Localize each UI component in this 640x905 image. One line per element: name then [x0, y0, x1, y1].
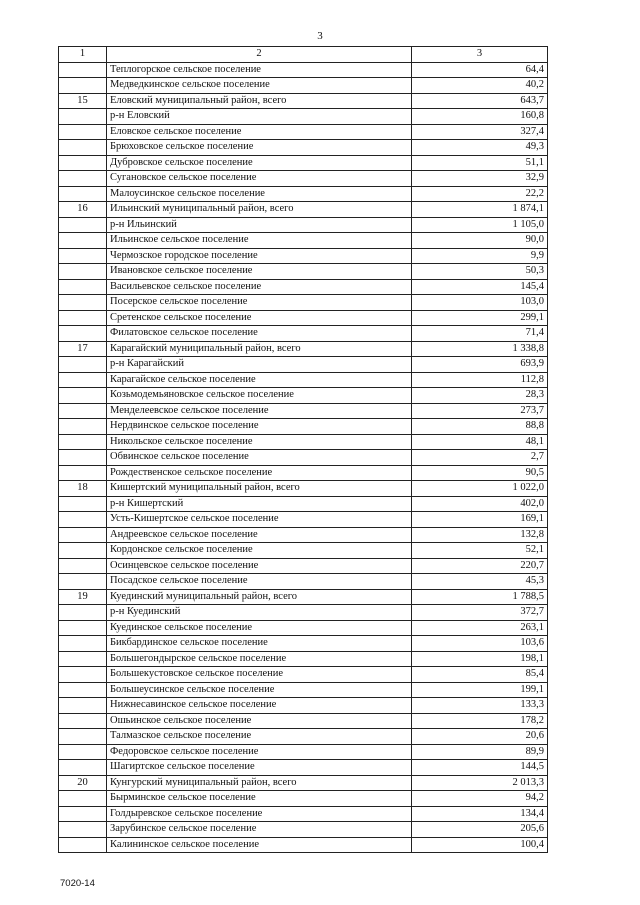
row-name: р-н Куединский [107, 605, 412, 621]
table-row [59, 434, 548, 450]
row-value: 327,4 [412, 124, 548, 140]
row-name: р-н Карагайский [107, 357, 412, 373]
table-row [59, 326, 548, 342]
table-row [59, 465, 548, 481]
table-row [59, 357, 548, 373]
row-value: 20,6 [412, 729, 548, 745]
table-header-row [59, 47, 548, 63]
row-number: 16 [59, 202, 107, 218]
row-name: Большекустовское сельское поселение [107, 667, 412, 683]
row-value: 643,7 [412, 93, 548, 109]
row-value: 52,1 [412, 543, 548, 559]
row-number [59, 636, 107, 652]
row-value: 1 022,0 [412, 481, 548, 497]
table-row [59, 140, 548, 156]
table-row [59, 729, 548, 745]
row-name: Федоровское сельское поселение [107, 744, 412, 760]
row-name: Сугановское сельское поселение [107, 171, 412, 187]
row-number [59, 667, 107, 683]
row-value: 169,1 [412, 512, 548, 528]
table-body [59, 62, 548, 853]
row-number: 20 [59, 775, 107, 791]
row-value: 89,9 [412, 744, 548, 760]
table-row [59, 403, 548, 419]
row-name: Шагиртское сельское поселение [107, 760, 412, 776]
row-name: Нижнесавинское сельское поселение [107, 698, 412, 714]
row-value: 90,0 [412, 233, 548, 249]
row-name: Осинцевское сельское поселение [107, 558, 412, 574]
table-row [59, 450, 548, 466]
row-number [59, 760, 107, 776]
row-value: 9,9 [412, 248, 548, 264]
column-header-3: 3 [412, 47, 548, 63]
row-name: Ивановское сельское поселение [107, 264, 412, 280]
table-row [59, 295, 548, 311]
row-number [59, 698, 107, 714]
row-number [59, 248, 107, 264]
table-row [59, 248, 548, 264]
row-number [59, 186, 107, 202]
column-header-2: 2 [107, 47, 412, 63]
row-number [59, 109, 107, 125]
row-number [59, 605, 107, 621]
table-row [59, 264, 548, 280]
row-value: 1 105,0 [412, 217, 548, 233]
row-name: Карагайское сельское поселение [107, 372, 412, 388]
table-row [59, 171, 548, 187]
row-name: Куединское сельское поселение [107, 620, 412, 636]
table-row [59, 620, 548, 636]
table-row [59, 543, 548, 559]
row-value: 90,5 [412, 465, 548, 481]
row-value: 112,8 [412, 372, 548, 388]
table-row [59, 806, 548, 822]
table-row [59, 744, 548, 760]
table-row [59, 62, 548, 78]
row-value: 32,9 [412, 171, 548, 187]
row-name: Бырминское сельское поселение [107, 791, 412, 807]
table-row [59, 775, 548, 791]
row-value: 220,7 [412, 558, 548, 574]
row-number [59, 744, 107, 760]
row-value: 299,1 [412, 310, 548, 326]
row-value: 1 874,1 [412, 202, 548, 218]
row-number [59, 837, 107, 853]
row-name: Бикбардинское сельское поселение [107, 636, 412, 652]
row-name: Большегондырское сельское поселение [107, 651, 412, 667]
row-number [59, 620, 107, 636]
row-name: Сретенское сельское поселение [107, 310, 412, 326]
row-name: Большеусинское сельское поселение [107, 682, 412, 698]
row-name: Малоусинское сельское поселение [107, 186, 412, 202]
row-number: 18 [59, 481, 107, 497]
row-number [59, 496, 107, 512]
table-row [59, 341, 548, 357]
table-row [59, 496, 548, 512]
row-name: Чермозское городское поселение [107, 248, 412, 264]
table-row [59, 279, 548, 295]
row-value: 85,4 [412, 667, 548, 683]
row-name: Брюховское сельское поселение [107, 140, 412, 156]
row-value: 2 013,3 [412, 775, 548, 791]
row-value: 64,4 [412, 62, 548, 78]
table-row [59, 791, 548, 807]
row-number [59, 295, 107, 311]
row-value: 205,6 [412, 822, 548, 838]
row-value: 1 788,5 [412, 589, 548, 605]
row-number [59, 543, 107, 559]
column-header-1: 1 [59, 47, 107, 63]
table-row [59, 527, 548, 543]
table-row [59, 186, 548, 202]
row-number [59, 140, 107, 156]
row-value: 22,2 [412, 186, 548, 202]
row-name: Калининское сельское поселение [107, 837, 412, 853]
row-name: Кордонское сельское поселение [107, 543, 412, 559]
table-row [59, 667, 548, 683]
row-name: Нердвинское сельское поселение [107, 419, 412, 435]
row-value: 51,1 [412, 155, 548, 171]
row-number [59, 326, 107, 342]
row-number [59, 450, 107, 466]
row-number [59, 574, 107, 590]
row-number [59, 78, 107, 94]
table-row [59, 419, 548, 435]
row-name: Усть-Кишертское сельское поселение [107, 512, 412, 528]
table-row [59, 574, 548, 590]
row-number [59, 388, 107, 404]
row-name: р-н Кишертский [107, 496, 412, 512]
row-name: Андреевское сельское поселение [107, 527, 412, 543]
table-row [59, 558, 548, 574]
row-number: 17 [59, 341, 107, 357]
row-number [59, 155, 107, 171]
row-number [59, 233, 107, 249]
row-value: 50,3 [412, 264, 548, 280]
row-name: Рождественское сельское поселение [107, 465, 412, 481]
footer-code: 7020-14 [60, 878, 95, 889]
row-value: 160,8 [412, 109, 548, 125]
row-number: 19 [59, 589, 107, 605]
table-row [59, 233, 548, 249]
table-row [59, 93, 548, 109]
row-value: 132,8 [412, 527, 548, 543]
row-name: Дубровское сельское поселение [107, 155, 412, 171]
row-value: 144,5 [412, 760, 548, 776]
table-row [59, 310, 548, 326]
row-value: 1 338,8 [412, 341, 548, 357]
row-value: 263,1 [412, 620, 548, 636]
row-value: 49,3 [412, 140, 548, 156]
table-row [59, 217, 548, 233]
table-row [59, 651, 548, 667]
row-value: 402,0 [412, 496, 548, 512]
table-row [59, 481, 548, 497]
table-row [59, 605, 548, 621]
row-name: Ошьинское сельское поселение [107, 713, 412, 729]
row-number [59, 357, 107, 373]
row-number [59, 682, 107, 698]
table-row [59, 760, 548, 776]
row-value: 198,1 [412, 651, 548, 667]
row-number [59, 310, 107, 326]
table-row [59, 372, 548, 388]
table-row [59, 512, 548, 528]
row-value: 28,3 [412, 388, 548, 404]
row-number [59, 372, 107, 388]
row-number [59, 558, 107, 574]
row-name: Ильинское сельское поселение [107, 233, 412, 249]
data-table [58, 46, 548, 853]
row-value: 372,7 [412, 605, 548, 621]
row-value: 133,3 [412, 698, 548, 714]
row-value: 273,7 [412, 403, 548, 419]
row-number [59, 465, 107, 481]
row-number [59, 419, 107, 435]
row-name: р-н Ильинский [107, 217, 412, 233]
row-name: Карагайский муниципальный район, всего [107, 341, 412, 357]
row-name: Еловский муниципальный район, всего [107, 93, 412, 109]
row-value: 199,1 [412, 682, 548, 698]
row-name: Голдыревское сельское поселение [107, 806, 412, 822]
row-name: Посадское сельское поселение [107, 574, 412, 590]
row-name: Куединский муниципальный район, всего [107, 589, 412, 605]
row-value: 2,7 [412, 450, 548, 466]
row-name: Еловское сельское поселение [107, 124, 412, 140]
row-number: 15 [59, 93, 107, 109]
row-name: Кишертский муниципальный район, всего [107, 481, 412, 497]
row-value: 71,4 [412, 326, 548, 342]
table-row [59, 109, 548, 125]
table-row [59, 78, 548, 94]
row-number [59, 434, 107, 450]
row-value: 40,2 [412, 78, 548, 94]
table-row [59, 589, 548, 605]
table-row [59, 713, 548, 729]
row-name: Медведкинское сельское поселение [107, 78, 412, 94]
row-value: 145,4 [412, 279, 548, 295]
row-value: 103,6 [412, 636, 548, 652]
row-number [59, 171, 107, 187]
table-row [59, 388, 548, 404]
row-number [59, 791, 107, 807]
row-number [59, 124, 107, 140]
row-name: Козьмодемьяновское сельское поселение [107, 388, 412, 404]
table-row [59, 155, 548, 171]
row-number [59, 822, 107, 838]
row-number [59, 217, 107, 233]
row-number [59, 403, 107, 419]
row-value: 48,1 [412, 434, 548, 450]
page-number: 3 [317, 30, 323, 42]
row-name: Обвинское сельское поселение [107, 450, 412, 466]
table-row [59, 202, 548, 218]
row-name: Зарубинское сельское поселение [107, 822, 412, 838]
row-name: Никольское сельское поселение [107, 434, 412, 450]
table-row [59, 822, 548, 838]
row-value: 100,4 [412, 837, 548, 853]
row-number [59, 651, 107, 667]
row-name: Теплогорское сельское поселение [107, 62, 412, 78]
row-value: 103,0 [412, 295, 548, 311]
row-value: 134,4 [412, 806, 548, 822]
row-name: Талмазское сельское поселение [107, 729, 412, 745]
row-value: 693,9 [412, 357, 548, 373]
table-row [59, 636, 548, 652]
row-number [59, 713, 107, 729]
row-value: 45,3 [412, 574, 548, 590]
row-number [59, 527, 107, 543]
table-row [59, 682, 548, 698]
row-name: р-н Еловский [107, 109, 412, 125]
row-value: 88,8 [412, 419, 548, 435]
row-name: Филатовское сельское поселение [107, 326, 412, 342]
row-name: Посерское сельское поселение [107, 295, 412, 311]
row-number [59, 512, 107, 528]
table-row [59, 837, 548, 853]
row-name: Васильевское сельское поселение [107, 279, 412, 295]
table-row [59, 124, 548, 140]
row-number [59, 806, 107, 822]
row-name: Ильинский муниципальный район, всего [107, 202, 412, 218]
row-name: Менделеевское сельское поселение [107, 403, 412, 419]
row-name: Кунгурский муниципальный район, всего [107, 775, 412, 791]
table-row [59, 698, 548, 714]
row-value: 94,2 [412, 791, 548, 807]
row-value: 178,2 [412, 713, 548, 729]
row-number [59, 264, 107, 280]
row-number [59, 62, 107, 78]
row-number [59, 729, 107, 745]
row-number [59, 279, 107, 295]
